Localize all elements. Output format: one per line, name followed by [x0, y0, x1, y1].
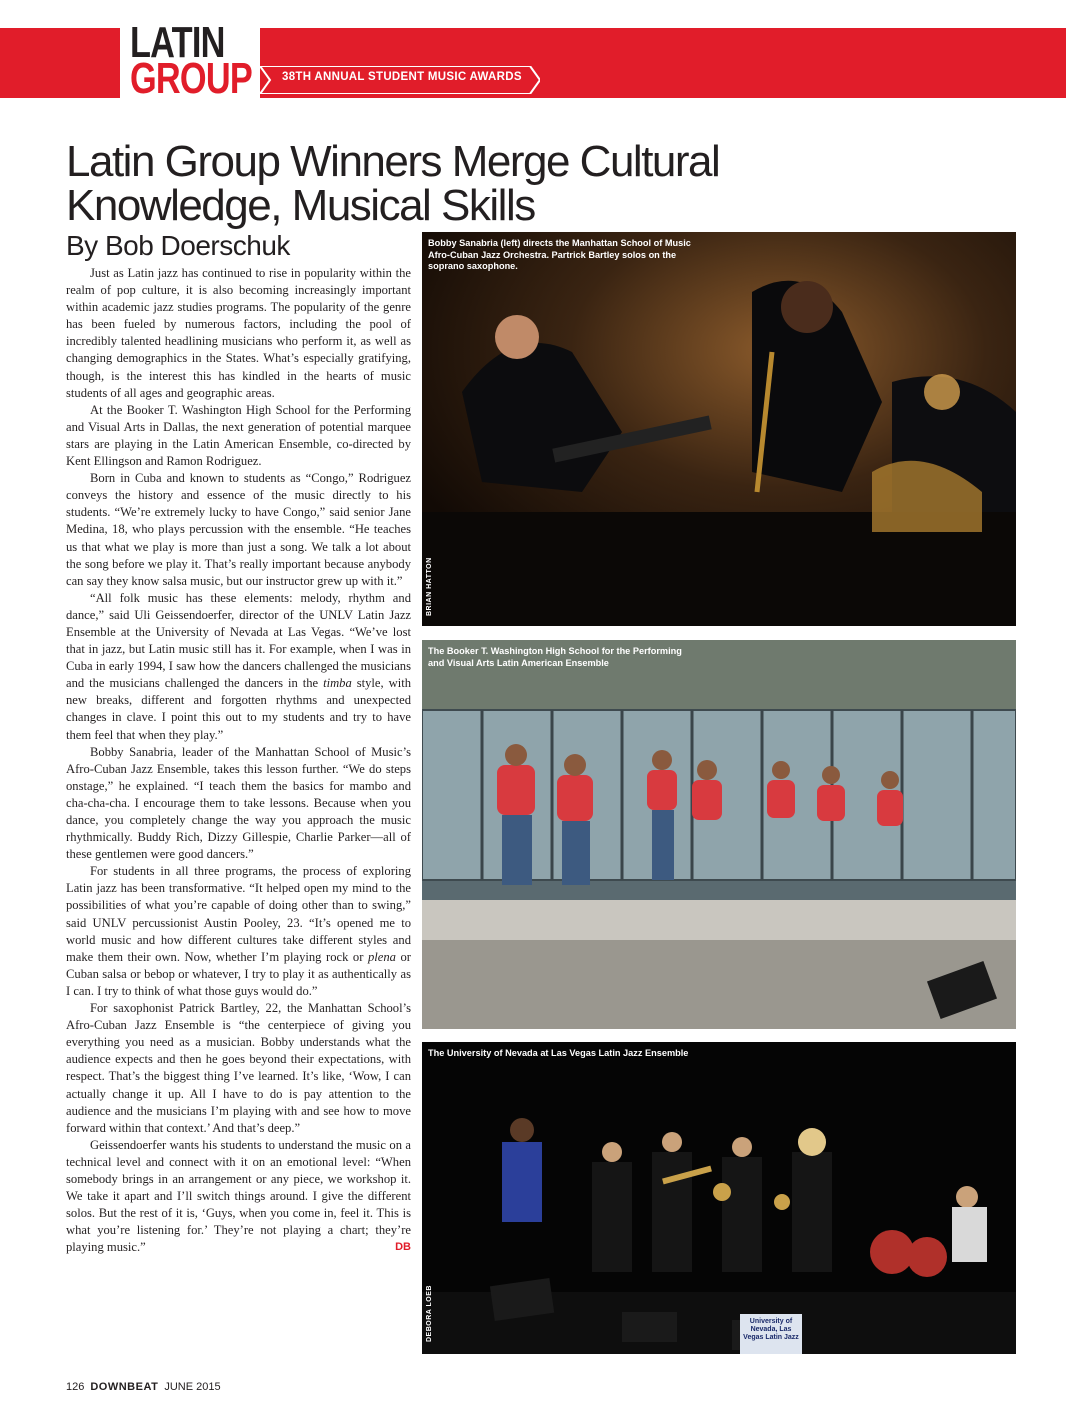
article-body: [66, 265, 411, 1256]
byline: By Bob Doerschuk: [66, 230, 290, 261]
photo-outdoor-ensemble-image: [422, 640, 1016, 1029]
article-text: For students in all three programs, the process of exploring Latin jazz has been transformative. “It helped open my mind to the possibilities of what you’re capable of doing other than to swing,” said UNLV percussionist Austin Pooley, 23. “It’s opened me to world music and how different cultures take different styles and make them their own. Now, whether I’m playing rock or: [66, 864, 411, 964]
article-paragraph: Born in Cuba and known to students as “Congo,” Rodriguez conveys the history and essence of the music directly to his students. “We’re extremely lucky to have Congo,” said senior Jane Medina, 18, who plays percussion with the ensemble. “He teaches us that what we play is more than just a song. We talk a lot about the song before we play it. That’s really important because anybody can say they know salsa music, but our instructor grew up with it.”: [66, 471, 411, 588]
photo-orchestra: [422, 232, 1016, 626]
article-text: Geissendoerfer wants his students to understand the music on a technical level and connect with it on an emotional level: “When somebody brings in an arrangement or any piece, we workshop it. We take it apart and I’ll switch things around. I give the different solos. But the rest of it is, ‘Guys, when you come in, feel it. This is what you’re listening for.’ They’re not playing a chart; they’re playing music.”: [66, 1137, 411, 1255]
section-label-line1: LATIN: [130, 18, 225, 67]
article-paragraph: [66, 863, 411, 1000]
article-text: or Cuban salsa or bebop or whatever, I try to play it as authentically as I can. I try to think of what those guys would do.”: [66, 949, 411, 998]
article-italic-term: timba: [323, 676, 352, 691]
awards-ribbon-text: 38TH ANNUAL STUDENT MUSIC AWARDS: [282, 71, 522, 83]
page-footer: [66, 1381, 221, 1393]
photo-outdoor-ensemble: [422, 640, 1016, 1029]
end-mark: DB: [395, 1241, 411, 1254]
article-italic-term: plena: [367, 949, 396, 964]
article-paragraph: For saxophonist Patrick Bartley, 22, the Manhattan School’s Afro-Cuban Jazz Ensemble is “the centerpiece of giving you everything you need as a musician. Bobby understands what the audience expects and then he goes beyond their expectations, with respect. That’s the biggest thing I’ve learned. It’s like, ‘Wow, I can actually change it up. All I have to do is pay attention to the audience and the musicians I’m playing with and see how to move forward within that context.’ And that’s deep.”: [66, 1001, 411, 1135]
article-paragraph: At the Booker T. Washington High School for the Performing and Visual Arts in Dallas, the next generation of potential marquee stars are playing in the Latin American Ensemble, co-directed by Kent Ellingson and Ramon Rodriguez.: [66, 402, 411, 469]
article-paragraph: Bobby Sanabria, leader of the Manhattan School of Music’s Afro-Cuban Jazz Ensemble, takes this lesson further. “We do steps onstage,” he explained. “I teach them the basics for mambo and cha-cha-cha. I encourage them to take lessons. Because when you dance, you completely change the way you approach the music rhythmically. Buddy Rich, Dizzy Gillespie, Charlie Parker—all of these gentlemen were good dancers.”: [66, 744, 411, 862]
photo-unlv-caption: The University of Nevada at Las Vegas Latin Jazz Ensemble: [428, 1048, 689, 1058]
photo-credit: DEBORA LOEB: [426, 1285, 433, 1342]
page-number: 126: [66, 1381, 85, 1393]
stage-sign: University of Nevada, Las Vegas Latin Jazz: [743, 1318, 799, 1341]
photo-outdoor-caption: The Booker T. Washington High School for the Performing and Visual Arts Latin American Ensemble: [428, 646, 682, 668]
issue-date: JUNE 2015: [164, 1381, 221, 1393]
photo-unlv-ensemble-image: [422, 1042, 1016, 1354]
article-paragraph: [66, 1137, 411, 1257]
article-paragraph: Just as Latin jazz has continued to rise in popularity within the realm of pop culture, it is also becoming increasingly important within academic jazz studies programs. The popularity of the genre has been fueled by numerous factors, including the pool of incredibly talented headlining musicians who perform it, as well as changing demographics in the States. What’s especially gratifying, though, is the interest this has kindled in the hearts of music students of all ages and geographic areas.: [66, 266, 411, 400]
photo-unlv-ensemble: [422, 1042, 1016, 1354]
article-text: style, with new breaks, different and forgotten rhythms and unexpected changes in clave. I point this out to my students and try to have them feel that when they play.”: [66, 676, 411, 742]
article-paragraph: [66, 590, 411, 744]
photo-orchestra-image: [422, 232, 1016, 626]
photo-orchestra-caption: Bobby Sanabria (left) directs the Manhattan School of Music Afro-Cuban Jazz Orchestra. Partrick Bartley solos on the soprano saxophone.: [428, 238, 691, 271]
photo-credit: BRIAN HATTON: [426, 557, 433, 616]
headline: Latin Group Winners Merge Cultural Knowledge, Musical Skills: [66, 137, 720, 230]
section-label-line2: GROUP: [130, 54, 252, 103]
section-banner: [0, 18, 1066, 103]
publication-name: DOWNBEAT: [90, 1381, 159, 1393]
section-label: [120, 18, 260, 128]
article-text: “All folk music has these elements: melody, rhythm and dance,” said Uli Geissendoerfer, director of the UNLV Latin Jazz Ensemble at the University of Nevada at Las Vegas. “We’ve lost that in jazz, but Latin music still has it. For example, when I was in Cuba in early 1994, I saw how the dancers challenged the musicians and the musicians challenged the dancers in the: [66, 590, 411, 691]
